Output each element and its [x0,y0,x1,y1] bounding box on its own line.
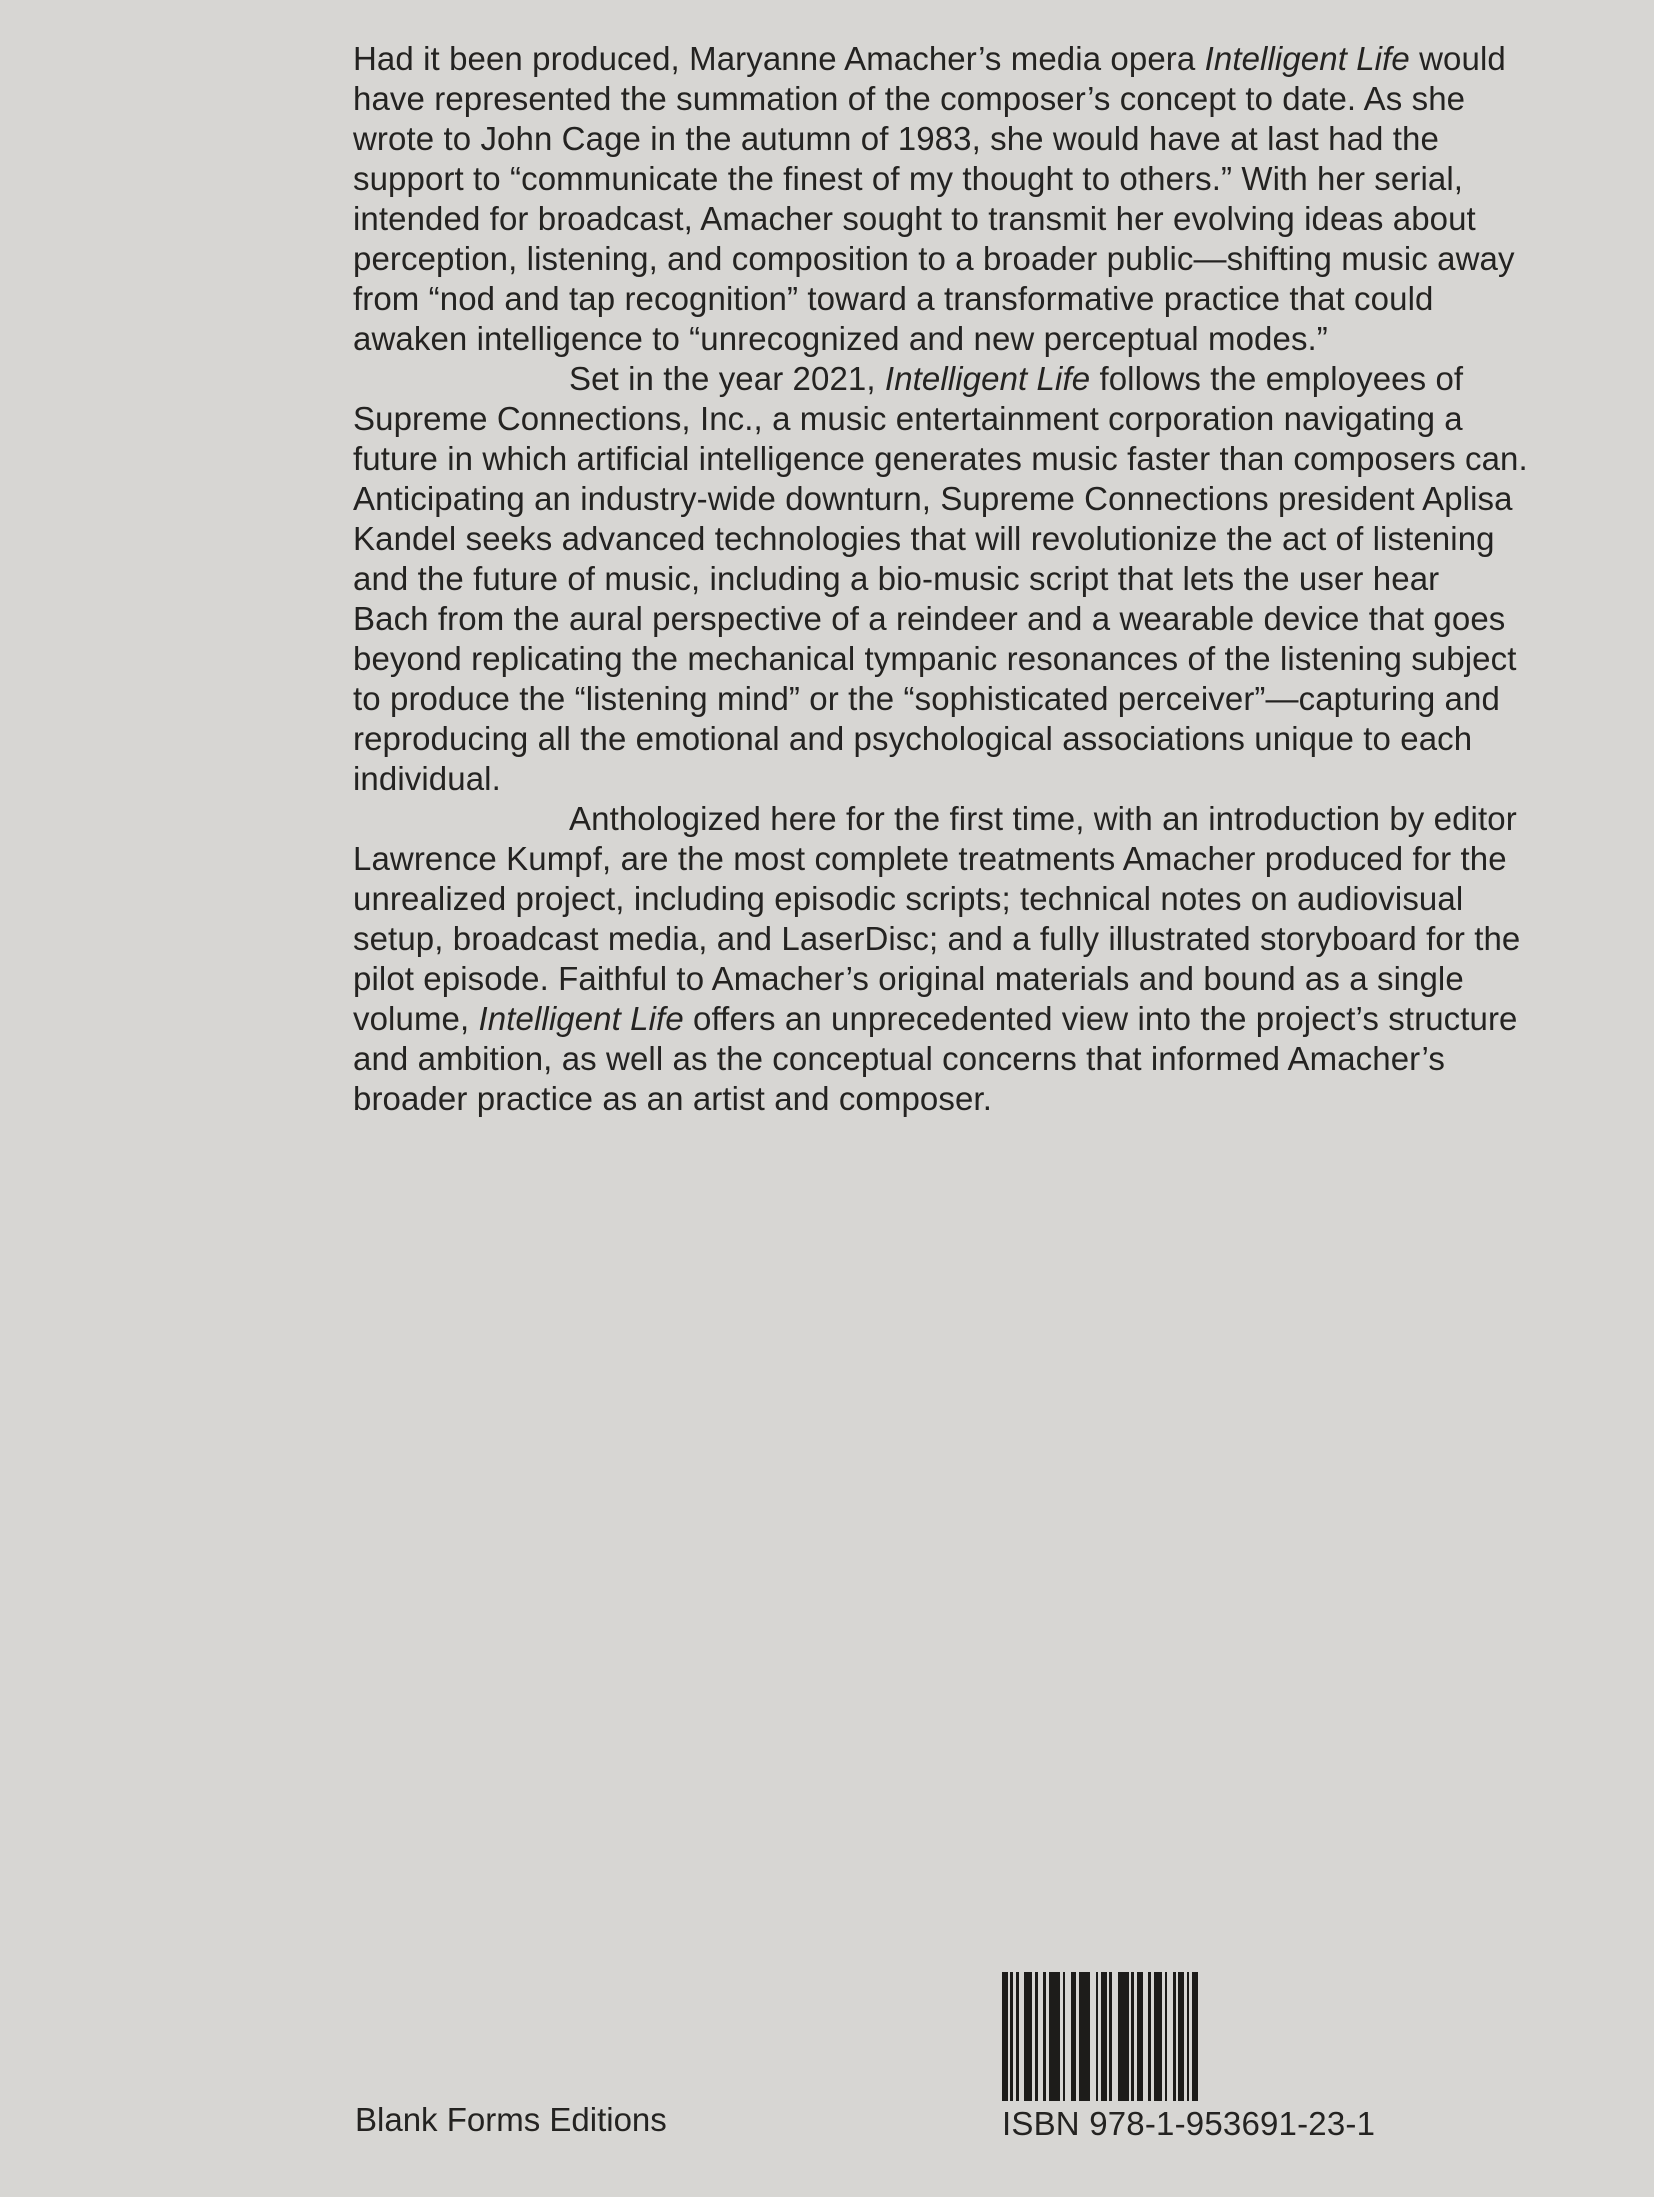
blurb-line: reproducing all the emotional and psychological associations unique to each [353,720,1473,757]
blurb-line: Supreme Connections, Inc., a music entertainment corporation navigating a [353,400,1463,437]
blurb-line: from “nod and tap recognition” toward a transformative practice that could [353,280,1434,317]
blurb-line: awaken intelligence to “unrecognized and new perceptual modes.” [353,320,1328,357]
blurb-line: and ambition, as well as the conceptual concerns that informed Amacher’s [353,1040,1445,1077]
blurb-line: unrealized project, including episodic scripts; technical notes on audiovisual [353,880,1464,917]
barcode-bar [1118,1972,1129,2101]
blurb-line: Had it been produced, Maryanne Amacher’s media opera Intelligent Life would [353,40,1506,77]
blurb-line: beyond replicating the mechanical tympanic resonances of the listening subject [353,640,1517,677]
blurb-line: individual. [353,760,501,797]
isbn-barcode [1002,1972,1198,2101]
blurb-line: and the future of music, including a bio-music script that lets the user hear [353,560,1440,597]
blurb-line: Bach from the aural perspective of a reindeer and a wearable device that goes [353,600,1506,637]
blurb-line: to produce the “listening mind” or the “sophisticated perceiver”—capturing and [353,680,1500,717]
blurb-line: wrote to John Cage in the autumn of 1983, she would have at last had the [353,120,1439,157]
blurb-line: future in which artificial intelligence generates music faster than composers can. [353,440,1528,477]
blurb-line: intended for broadcast, Amacher sought to transmit her evolving ideas about [353,200,1476,237]
barcode-bar [1049,1972,1060,2101]
blurb-line: Set in the year 2021, Intelligent Life follows the employees of [569,360,1464,397]
blurb-line: Kandel seeks advanced technologies that will revolutionize the act of listening [353,520,1495,557]
blurb-line: broader practice as an artist and composer. [353,1080,992,1117]
barcode-bar [1154,1972,1162,2101]
blurb-line: Anticipating an industry-wide downturn, Supreme Connections president Aplisa [353,480,1513,517]
blurb-line: volume, Intelligent Life offers an unprecedented view into the project’s structure [353,1000,1518,1037]
isbn-block [1002,1972,1382,2144]
blurb-line: perception, listening, and composition to a broader public—shifting music away [353,240,1515,277]
barcode-bar [1192,1972,1198,2101]
blurb-text [353,39,1623,1119]
blurb-line: support to “communicate the finest of my thought to others.” With her serial, [353,160,1464,197]
blurb-line: pilot episode. Faithful to Amacher’s original materials and bound as a single [353,960,1464,997]
barcode-bar [1079,1972,1090,2101]
isbn-number: ISBN 978-1-953691-23-1 [1002,2105,1376,2142]
blurb-line: Lawrence Kumpf, are the most complete treatments Amacher produced for the [353,840,1507,877]
publisher-name: Blank Forms Editions [355,2101,667,2138]
barcode-bar [1024,1972,1032,2101]
blurb-line: have represented the summation of the composer’s concept to date. As she [353,80,1466,117]
blurb-line: setup, broadcast media, and LaserDisc; and a fully illustrated storyboard for the [353,920,1521,957]
blurb-line: Anthologized here for the first time, with an introduction by editor [569,800,1517,837]
